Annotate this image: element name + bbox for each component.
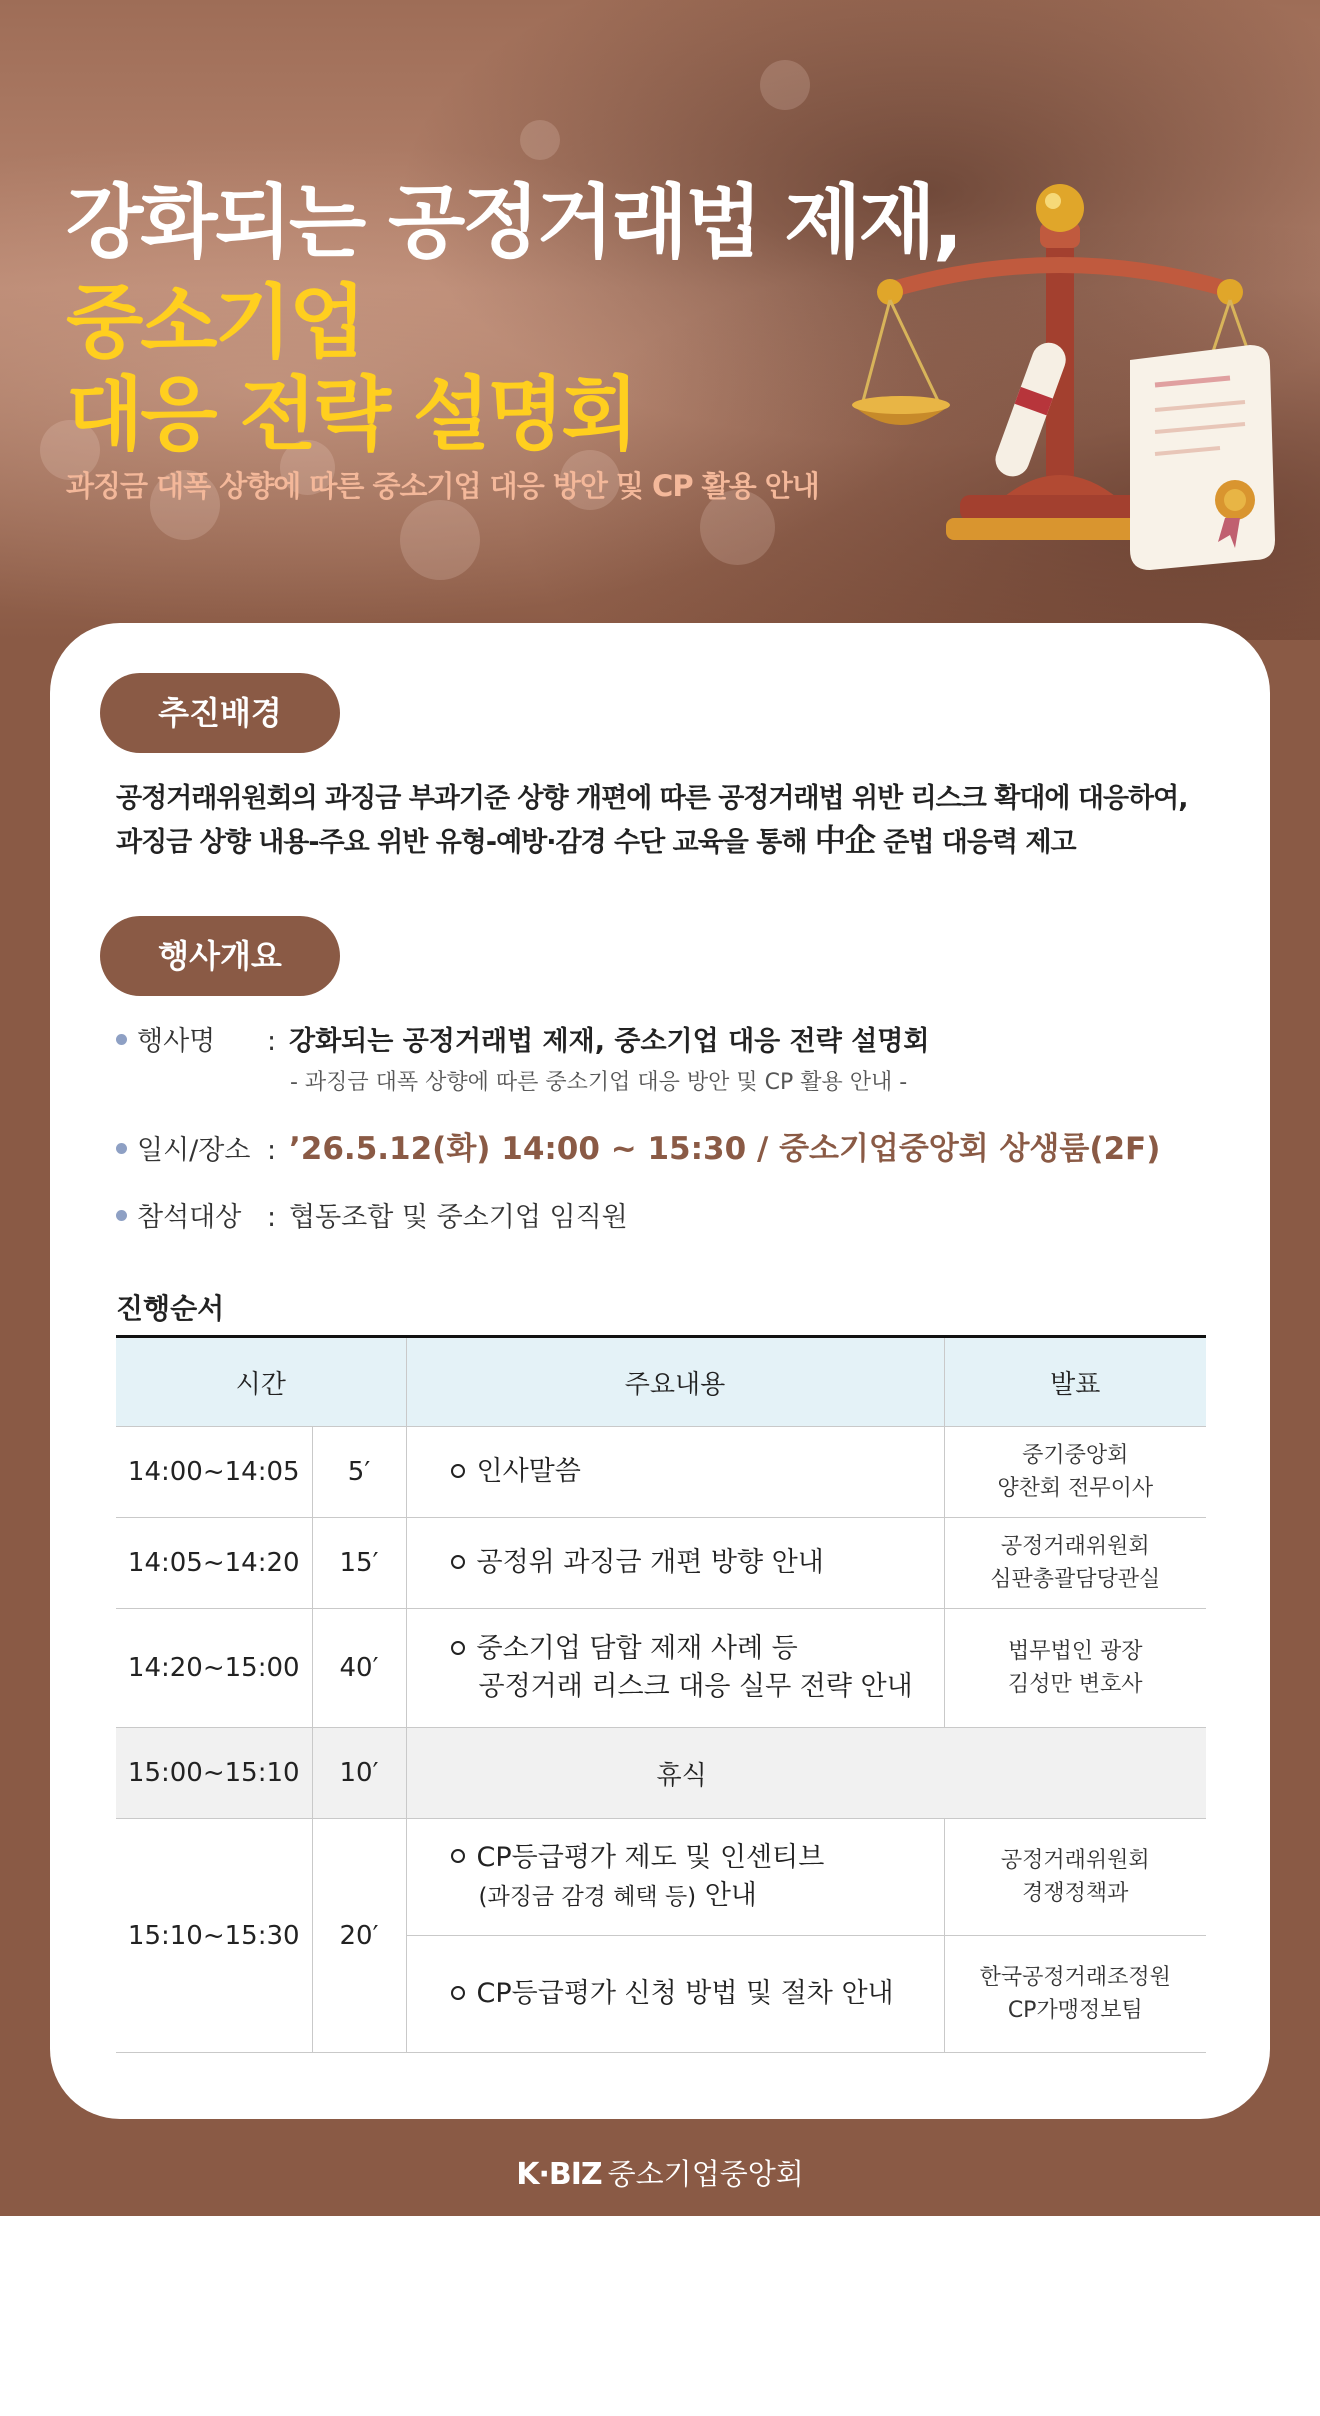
presenter-org: 한국공정거래조정원 <box>979 1965 1171 1990</box>
content-text: CP등급평가 신청 방법 및 절차 안내 <box>476 1978 894 2009</box>
presenter-org: 공정거래위원회 <box>1000 1534 1150 1559</box>
presenter-name: 심판총괄담당관실 <box>990 1567 1161 1592</box>
cell-content <box>406 1609 944 1728</box>
bullet-icon <box>116 1143 127 1154</box>
cell-break: 휴식 <box>406 1728 1206 1819</box>
bullet-icon <box>116 1034 127 1045</box>
table-row <box>116 1609 1206 1728</box>
content-text: 인사말씀 <box>476 1456 581 1487</box>
content-text: 공정위 과징금 개편 방향 안내 <box>476 1547 824 1578</box>
cell-content <box>406 1819 944 1936</box>
overview-colon: : <box>267 1135 277 1166</box>
hero-title-line3: 대응 전략 설명회 <box>66 368 636 461</box>
cell-presenter <box>944 1427 1206 1518</box>
background-line2 <box>116 820 1256 864</box>
overview-colon: : <box>267 1026 277 1057</box>
content-text-rest: 안내 <box>696 1879 757 1911</box>
cell-duration: 40′ <box>312 1609 406 1728</box>
background-line1: 공정거래위원회의 과징금 부과기준 상향 개편에 따른 공정거래법 위반 리스크 확대에 대응하여, <box>116 783 1188 814</box>
cell-time: 15:10~15:30 <box>116 1819 312 2053</box>
cell-time: 15:00~15:10 <box>116 1728 312 1819</box>
cell-time: 14:05~14:20 <box>116 1518 312 1609</box>
overview-row-datetime <box>116 1123 1160 1168</box>
footer-org-name: 중소기업중앙회 <box>607 2157 804 2191</box>
cell-time: 14:00~14:05 <box>116 1427 312 1518</box>
cell-duration: 15′ <box>312 1518 406 1609</box>
presenter-name: CP가맹정보팀 <box>1007 1998 1143 2023</box>
overview-row-event-name <box>116 1019 929 1058</box>
table-row <box>116 1518 1206 1609</box>
overview-row-attendees <box>116 1195 628 1234</box>
content-text-line2: 공정거래 리스크 대응 실무 전략 안내 <box>478 1671 913 1702</box>
presenter-name: 양찬회 전무이사 <box>997 1476 1154 1501</box>
content-paren-note: (과징금 감경 혜택 등) <box>478 1883 697 1910</box>
background-text <box>116 778 1256 864</box>
overview-colon: : <box>267 1202 277 1233</box>
background-line2-emphasis: 中企 <box>814 823 875 859</box>
overview-value: ’26.5.12(화) 14:00 ~ 15:30 / 중소기업중앙회 상생룸(2F) <box>289 1131 1161 1167</box>
header-time: 시간 <box>116 1337 406 1427</box>
hero-title-line1: 강화되는 공정거래법 제재, <box>66 176 961 269</box>
cell-content <box>406 1936 944 2053</box>
presenter-name: 김성만 변호사 <box>1008 1672 1143 1697</box>
overview-label: 일시/장소 <box>137 1135 251 1166</box>
presenter-org: 공정거래위원회 <box>1000 1848 1150 1873</box>
presenter-name: 경쟁정책과 <box>1022 1881 1129 1906</box>
table-row <box>116 1819 1206 1936</box>
content-text: 중소기업 담합 제재 사례 등 <box>476 1633 798 1664</box>
background-line2-part-a: 과징금 상향 내용-주요 위반 유형-예방·감경 수단 교육을 통해 <box>116 827 815 858</box>
ring-bullet-icon <box>451 1464 465 1478</box>
table-row-break <box>116 1728 1206 1819</box>
section-pill-background: 추진배경 <box>100 673 340 753</box>
hero-banner <box>0 0 1320 640</box>
header-presenter: 발표 <box>944 1337 1206 1427</box>
cell-content <box>406 1518 944 1609</box>
overview-label: 행사명 <box>137 1026 216 1057</box>
schedule-table <box>116 1335 1206 2053</box>
cell-time: 14:20~15:00 <box>116 1609 312 1728</box>
cell-content <box>406 1427 944 1518</box>
cell-presenter <box>944 1609 1206 1728</box>
ring-bullet-icon <box>451 1986 465 2000</box>
ring-bullet-icon <box>451 1555 465 1569</box>
header-content: 주요내용 <box>406 1337 944 1427</box>
presenter-org: 법무법인 광장 <box>1008 1639 1143 1664</box>
table-row <box>116 1427 1206 1518</box>
footer-logo <box>0 2152 1320 2193</box>
ring-bullet-icon <box>451 1641 465 1655</box>
ring-bullet-icon <box>451 1849 465 1863</box>
content-text: CP등급평가 제도 및 인센티브 <box>476 1841 825 1873</box>
section-pill-overview: 행사개요 <box>100 916 340 996</box>
cell-presenter <box>944 1936 1206 2053</box>
overview-event-subtitle: - 과징금 대폭 상향에 따른 중소기업 대응 방안 및 CP 활용 안내 - <box>290 1070 908 1095</box>
bullet-icon <box>116 1210 127 1221</box>
hero-subtitle: 과징금 대폭 상향에 따른 중소기업 대응 방안 및 CP 활용 안내 <box>66 469 819 503</box>
content-text-line2 <box>451 1877 944 1916</box>
overview-value: 강화되는 공정거래법 제재, 중소기업 대응 전략 설명회 <box>289 1026 930 1057</box>
hero-title-line2: 중소기업 <box>66 276 364 369</box>
cell-duration: 20′ <box>312 1819 406 2053</box>
content-card <box>50 623 1270 2119</box>
scales-of-justice-and-scroll-icon <box>850 170 1290 610</box>
kbiz-logo: K·BIZ <box>516 2157 602 2192</box>
overview-value: 협동조합 및 중소기업 임직원 <box>289 1202 628 1233</box>
cell-duration: 5′ <box>312 1427 406 1518</box>
cell-duration: 10′ <box>312 1728 406 1819</box>
presenter-org: 중기중앙회 <box>1022 1443 1129 1468</box>
background-line2-part-b: 준법 대응력 제고 <box>874 827 1076 858</box>
cell-presenter <box>944 1518 1206 1609</box>
overview-label: 참석대상 <box>137 1202 242 1233</box>
cell-presenter <box>944 1819 1206 1936</box>
schedule-title: 진행순서 <box>116 1292 225 1325</box>
